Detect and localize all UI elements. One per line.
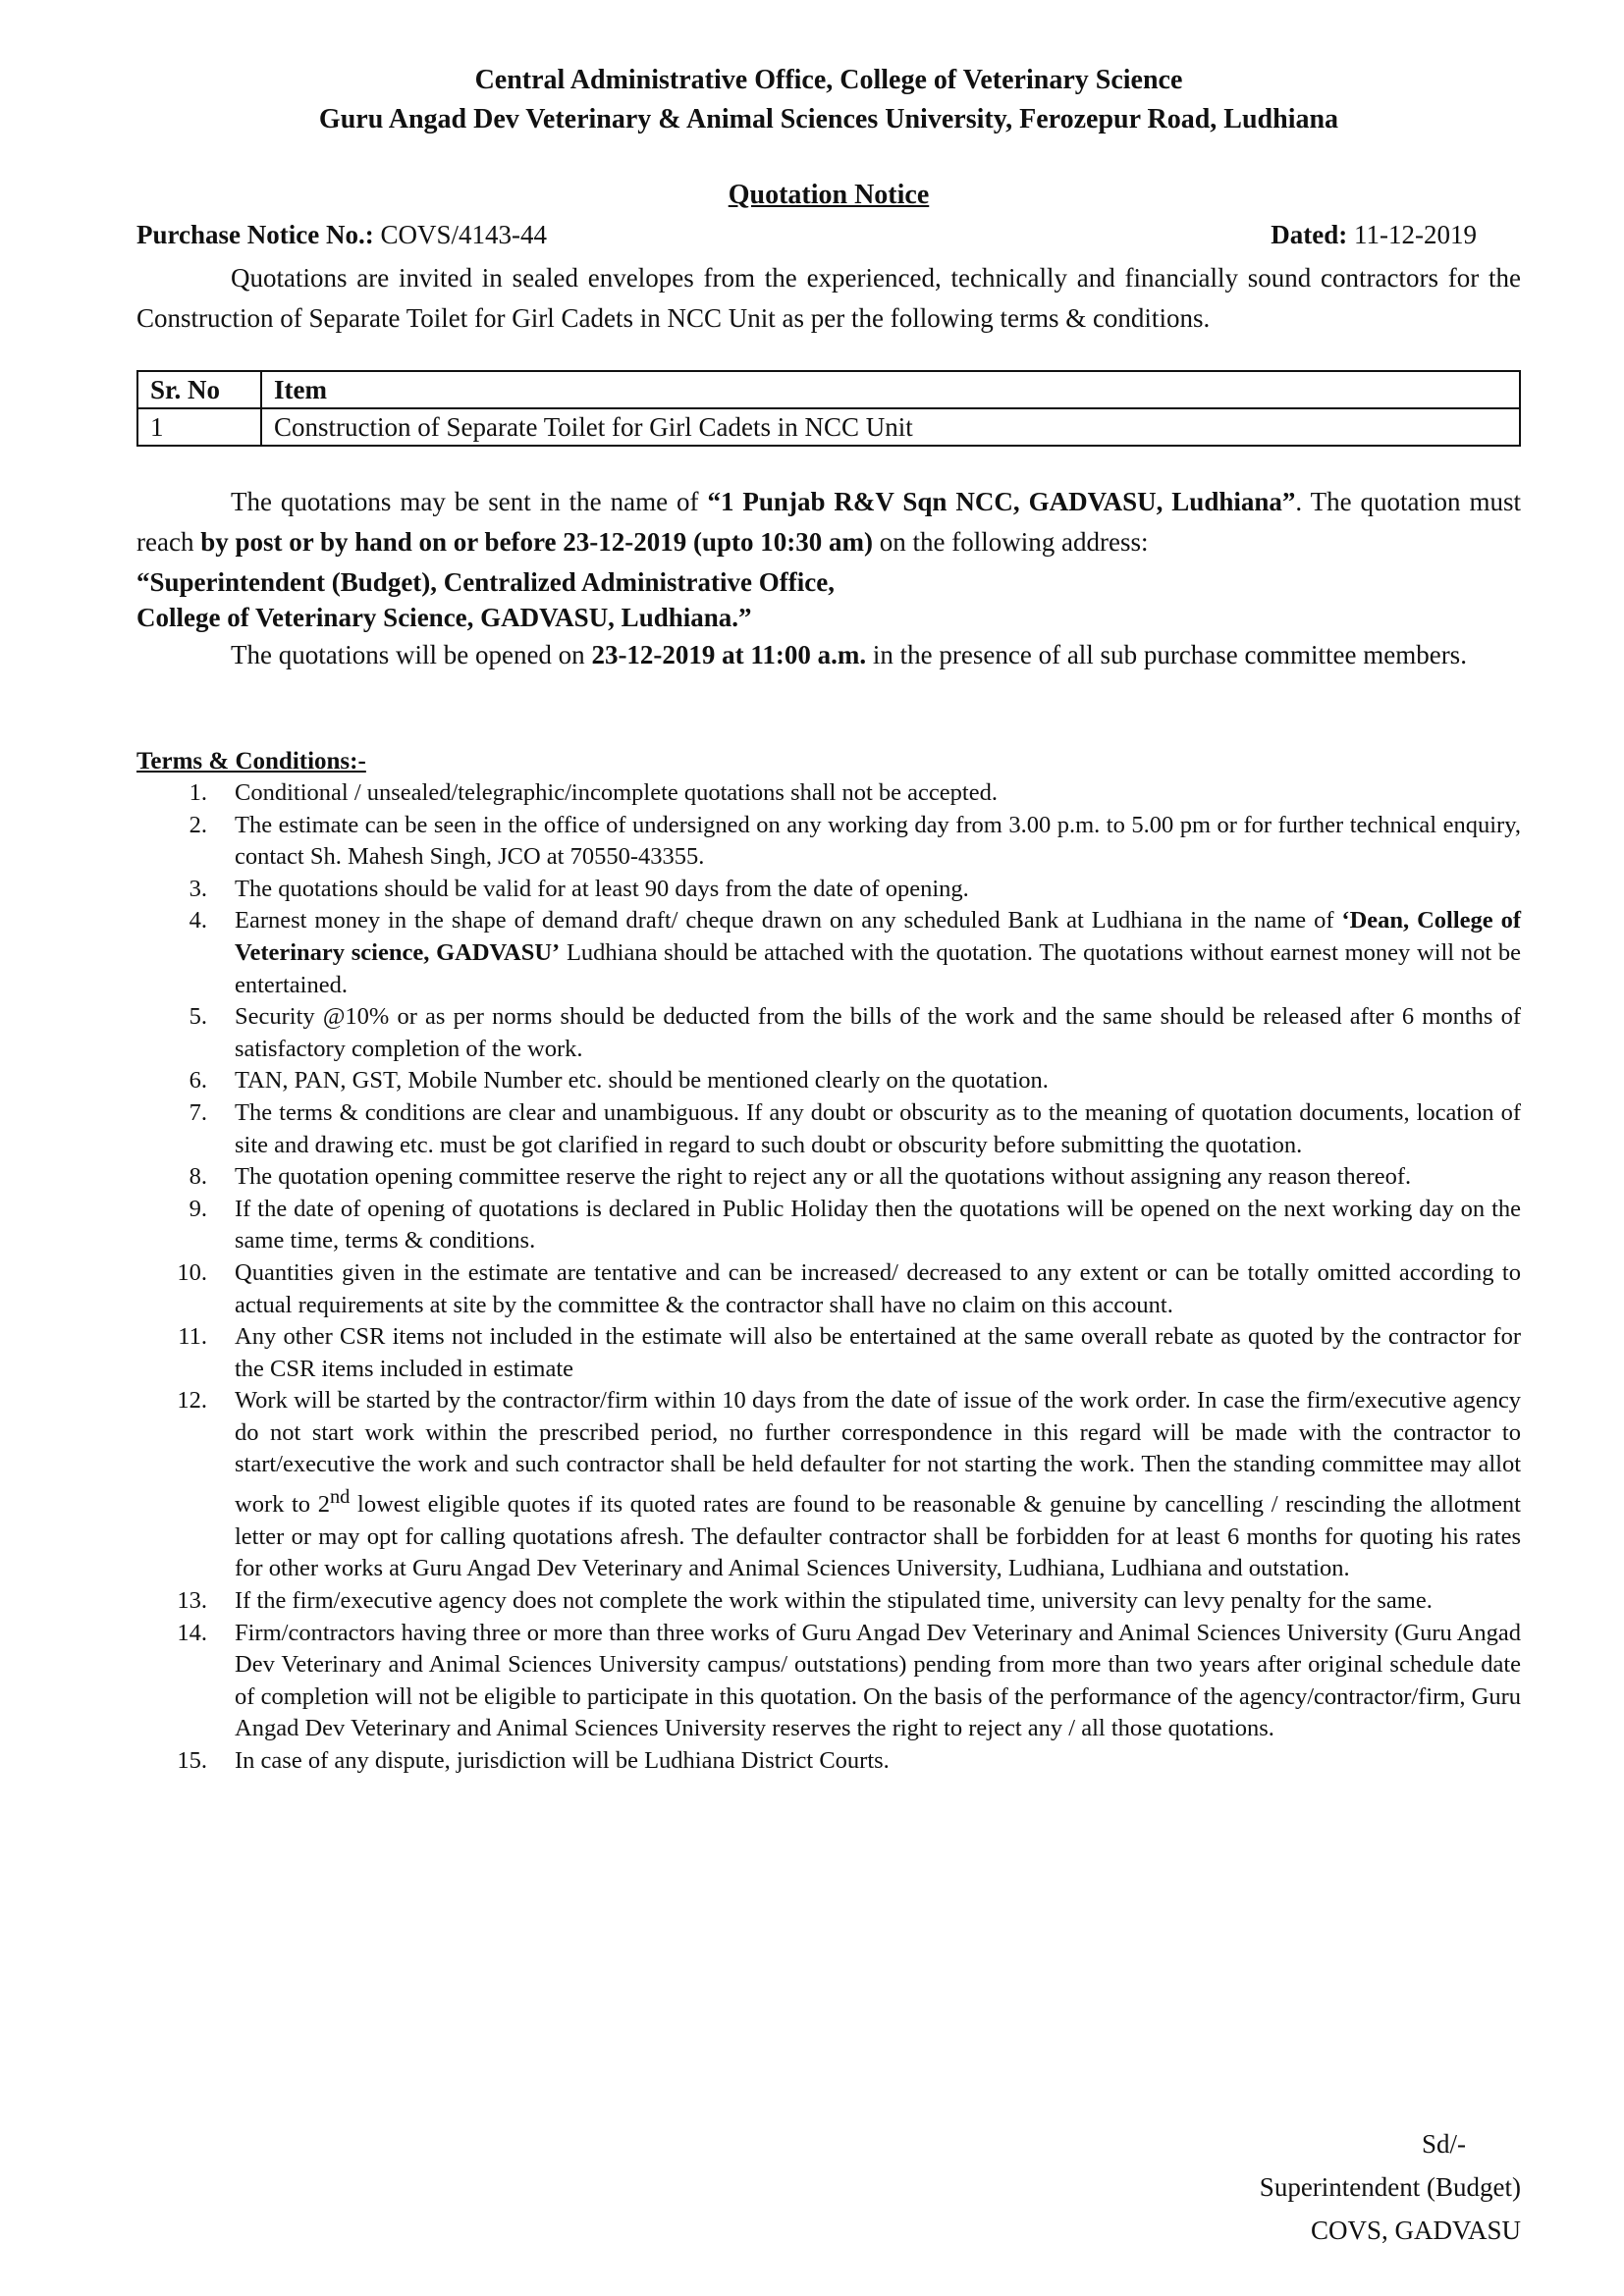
term-text: Conditional / unsealed/telegraphic/incomplete quotations shall not be accepted. bbox=[235, 779, 998, 806]
list-item bbox=[136, 905, 1521, 1001]
purchase-notice-label: Purchase Notice No.: bbox=[136, 220, 374, 249]
list-item bbox=[136, 1161, 1521, 1194]
list-item bbox=[136, 1097, 1521, 1161]
table-header-row bbox=[137, 371, 1520, 408]
list-item bbox=[136, 1585, 1521, 1618]
term-text: Any other CSR items not included in the estimate will also be entertained at the same overall rebate as quoted by the contractor for the CSR items included in estimate bbox=[235, 1323, 1521, 1382]
term-text-part: Ludhiana should be attached with the quotation. The quotations without earnest money will not be entertained. bbox=[235, 938, 1521, 998]
table-row bbox=[137, 408, 1520, 446]
address-block bbox=[136, 564, 1521, 635]
opening-when: 23-12-2019 at 11:00 a.m. bbox=[591, 640, 867, 669]
term-number: 9. bbox=[189, 1195, 207, 1222]
list-item bbox=[136, 1745, 1521, 1778]
items-table bbox=[136, 370, 1521, 447]
send-name: “1 Punjab R&V Sqn NCC, GADVASU, Ludhiana” bbox=[707, 487, 1296, 516]
date-value: 11-12-2019 bbox=[1347, 220, 1477, 249]
terms-title: Terms & Conditions:- bbox=[136, 748, 366, 774]
signature-sd: Sd/- bbox=[1421, 2129, 1466, 2159]
notice-title: Quotation Notice bbox=[728, 180, 930, 210]
term-text bbox=[235, 905, 1521, 1001]
term-text: In case of any dispute, jurisdiction will be Ludhiana District Courts. bbox=[235, 1746, 890, 1774]
list-item bbox=[136, 1385, 1521, 1585]
term-number: 15. bbox=[177, 1746, 207, 1774]
quotation-notice-document bbox=[136, 61, 1521, 1778]
term-text bbox=[235, 1385, 1521, 1585]
send-paragraph bbox=[136, 482, 1521, 562]
term-text: If the date of opening of quotations is declared in Public Holiday then the quotations will be opened on the next working day on the same time, terms & conditions. bbox=[235, 1195, 1521, 1255]
term-number: 1. bbox=[189, 779, 207, 806]
term-number: 2. bbox=[189, 811, 207, 838]
term-number: 14. bbox=[177, 1619, 207, 1646]
header-line-1: Central Administrative Office, College of Veterinary Science bbox=[474, 65, 1183, 95]
signature-block bbox=[1260, 2122, 1521, 2252]
list-item bbox=[136, 1065, 1521, 1097]
send-text-3: on the following address: bbox=[873, 527, 1149, 557]
table-cell-srno: 1 bbox=[137, 408, 261, 446]
list-item bbox=[136, 1001, 1521, 1065]
table-header-item: Item bbox=[261, 371, 1520, 408]
table-cell-item: Construction of Separate Toilet for Girl Cadets in NCC Unit bbox=[261, 408, 1520, 446]
term-text: Security @10% or as per norms should be deducted from the bills of the work and the same should be released after 6 months of satisfactory completion of the work. bbox=[235, 1003, 1521, 1062]
list-item bbox=[136, 1321, 1521, 1385]
opening-paragraph bbox=[136, 635, 1521, 675]
list-item bbox=[136, 1194, 1521, 1257]
term-number: 6. bbox=[189, 1067, 207, 1095]
list-item bbox=[136, 1618, 1521, 1745]
send-deadline: by post or by hand on or before 23-12-2019 (upto 10:30 am) bbox=[200, 527, 873, 557]
purchase-notice-value: COVS/4143-44 bbox=[373, 220, 547, 249]
address-line-1: “Superintendent (Budget), Centralized Administrative Office, bbox=[136, 567, 835, 597]
term-text-bold: ‘Dean, College of Veterinary science, GADVASU’ bbox=[235, 907, 1521, 966]
send-text-2: . The quotation must reach bbox=[136, 487, 1521, 557]
signature-title: Superintendent (Budget) bbox=[1259, 2172, 1521, 2202]
opening-text-1: The quotations will be opened on bbox=[231, 640, 592, 669]
address-line-2: College of Veterinary Science, GADVASU, Ludhiana.” bbox=[136, 603, 752, 632]
term-number: 8. bbox=[189, 1163, 207, 1191]
term-number: 13. bbox=[177, 1587, 207, 1614]
term-text: The quotation opening committee reserve the right to reject any or all the quotations without assigning any reason thereof. bbox=[235, 1163, 1412, 1191]
term-text-part: lowest eligible quotes if its quoted rates are found to be reasonable & genuine by cancelling / rescinding the allotment letter or may opt for calling quotations afresh. The defaulter contractor shall be forbidden for at least 6 months for quoting his rates for other works at Guru Angad Dev Veterinary and Animal Sciences University, Ludhiana, Ludhiana and outstation. bbox=[235, 1491, 1521, 1582]
term-text-part: Earnest money in the shape of demand draft/ cheque drawn on any scheduled Bank at Ludhiana in the name of bbox=[235, 907, 1342, 934]
date-label: Dated: bbox=[1271, 220, 1348, 249]
term-text: TAN, PAN, GST, Mobile Number etc. should be mentioned clearly on the quotation. bbox=[235, 1067, 1049, 1095]
term-text: If the firm/executive agency does not complete the work within the stipulated time, university can levy penalty for the same. bbox=[235, 1587, 1433, 1614]
term-number: 3. bbox=[189, 875, 207, 902]
term-number: 4. bbox=[189, 907, 207, 934]
term-number: 12. bbox=[177, 1387, 207, 1415]
term-text: The quotations should be valid for at least 90 days from the date of opening. bbox=[235, 875, 969, 902]
term-superscript: nd bbox=[329, 1486, 351, 1509]
purchase-notice-row bbox=[136, 218, 1521, 251]
term-text: Firm/contractors having three or more than three works of Guru Angad Dev Veterinary and Animal Sciences University (Guru Angad Dev Veterinary and Animal Sciences University campus/ outstations) pending from more than two years after original schedule date of completion will not be eligible to participate in this quotation. On the basis of the performance of the agency/contractor/firm, Guru Angad Dev Veterinary and Animal Sciences University reserves the right to reject any / all those quotations. bbox=[235, 1619, 1521, 1742]
term-text: The estimate can be seen in the office of undersigned on any working day from 3.00 p.m. to 5.00 pm or for further technical enquiry, contact Sh. Mahesh Singh, JCO at 70550-43355. bbox=[235, 811, 1521, 871]
terms-list bbox=[136, 777, 1521, 1778]
term-number: 7. bbox=[189, 1098, 207, 1126]
term-text: The terms & conditions are clear and unambiguous. If any doubt or obscurity as to the meaning of quotation documents, location of site and drawing etc. must be got clarified in regard to such doubt or obscurity before submitting the quotation. bbox=[235, 1098, 1521, 1158]
intro-paragraph: Quotations are invited in sealed envelopes from the experienced, technically and financially sound contractors for the Construction of Separate Toilet for Girl Cadets in NCC Unit as per the following terms & conditions. bbox=[136, 263, 1521, 333]
list-item bbox=[136, 1257, 1521, 1321]
term-text-part: Work will be started by the contractor/firm within 10 days from the date of issue of the work order. In case the firm/executive agency do not start work within the prescribed period, no further correspondence in this regard will be made with the contractor to start/executive the work and such contractor shall be held defaulter for not starting the work. Then the standing committee may allot work to 2 bbox=[235, 1387, 1521, 1519]
purchase-notice-number bbox=[136, 218, 547, 251]
signature-office: COVS, GADVASU bbox=[1310, 2216, 1521, 2245]
office-header bbox=[136, 61, 1521, 139]
term-number: 10. bbox=[177, 1258, 207, 1286]
notice-date bbox=[1271, 218, 1477, 251]
term-number: 11. bbox=[178, 1323, 207, 1351]
list-item bbox=[136, 874, 1521, 906]
send-text-1: The quotations may be sent in the name of bbox=[231, 487, 708, 516]
opening-text-2: in the presence of all sub purchase committee members. bbox=[866, 640, 1467, 669]
list-item bbox=[136, 810, 1521, 874]
table-header-srno: Sr. No bbox=[137, 371, 261, 408]
header-line-2: Guru Angad Dev Veterinary & Animal Sciences University, Ferozepur Road, Ludhiana bbox=[318, 104, 1339, 134]
term-number: 5. bbox=[189, 1003, 207, 1031]
list-item bbox=[136, 777, 1521, 810]
term-text: Quantities given in the estimate are tentative and can be increased/ decreased to any extent or can be totally omitted according to actual requirements at site by the committee & the contractor shall have no claim on this account. bbox=[235, 1258, 1521, 1318]
